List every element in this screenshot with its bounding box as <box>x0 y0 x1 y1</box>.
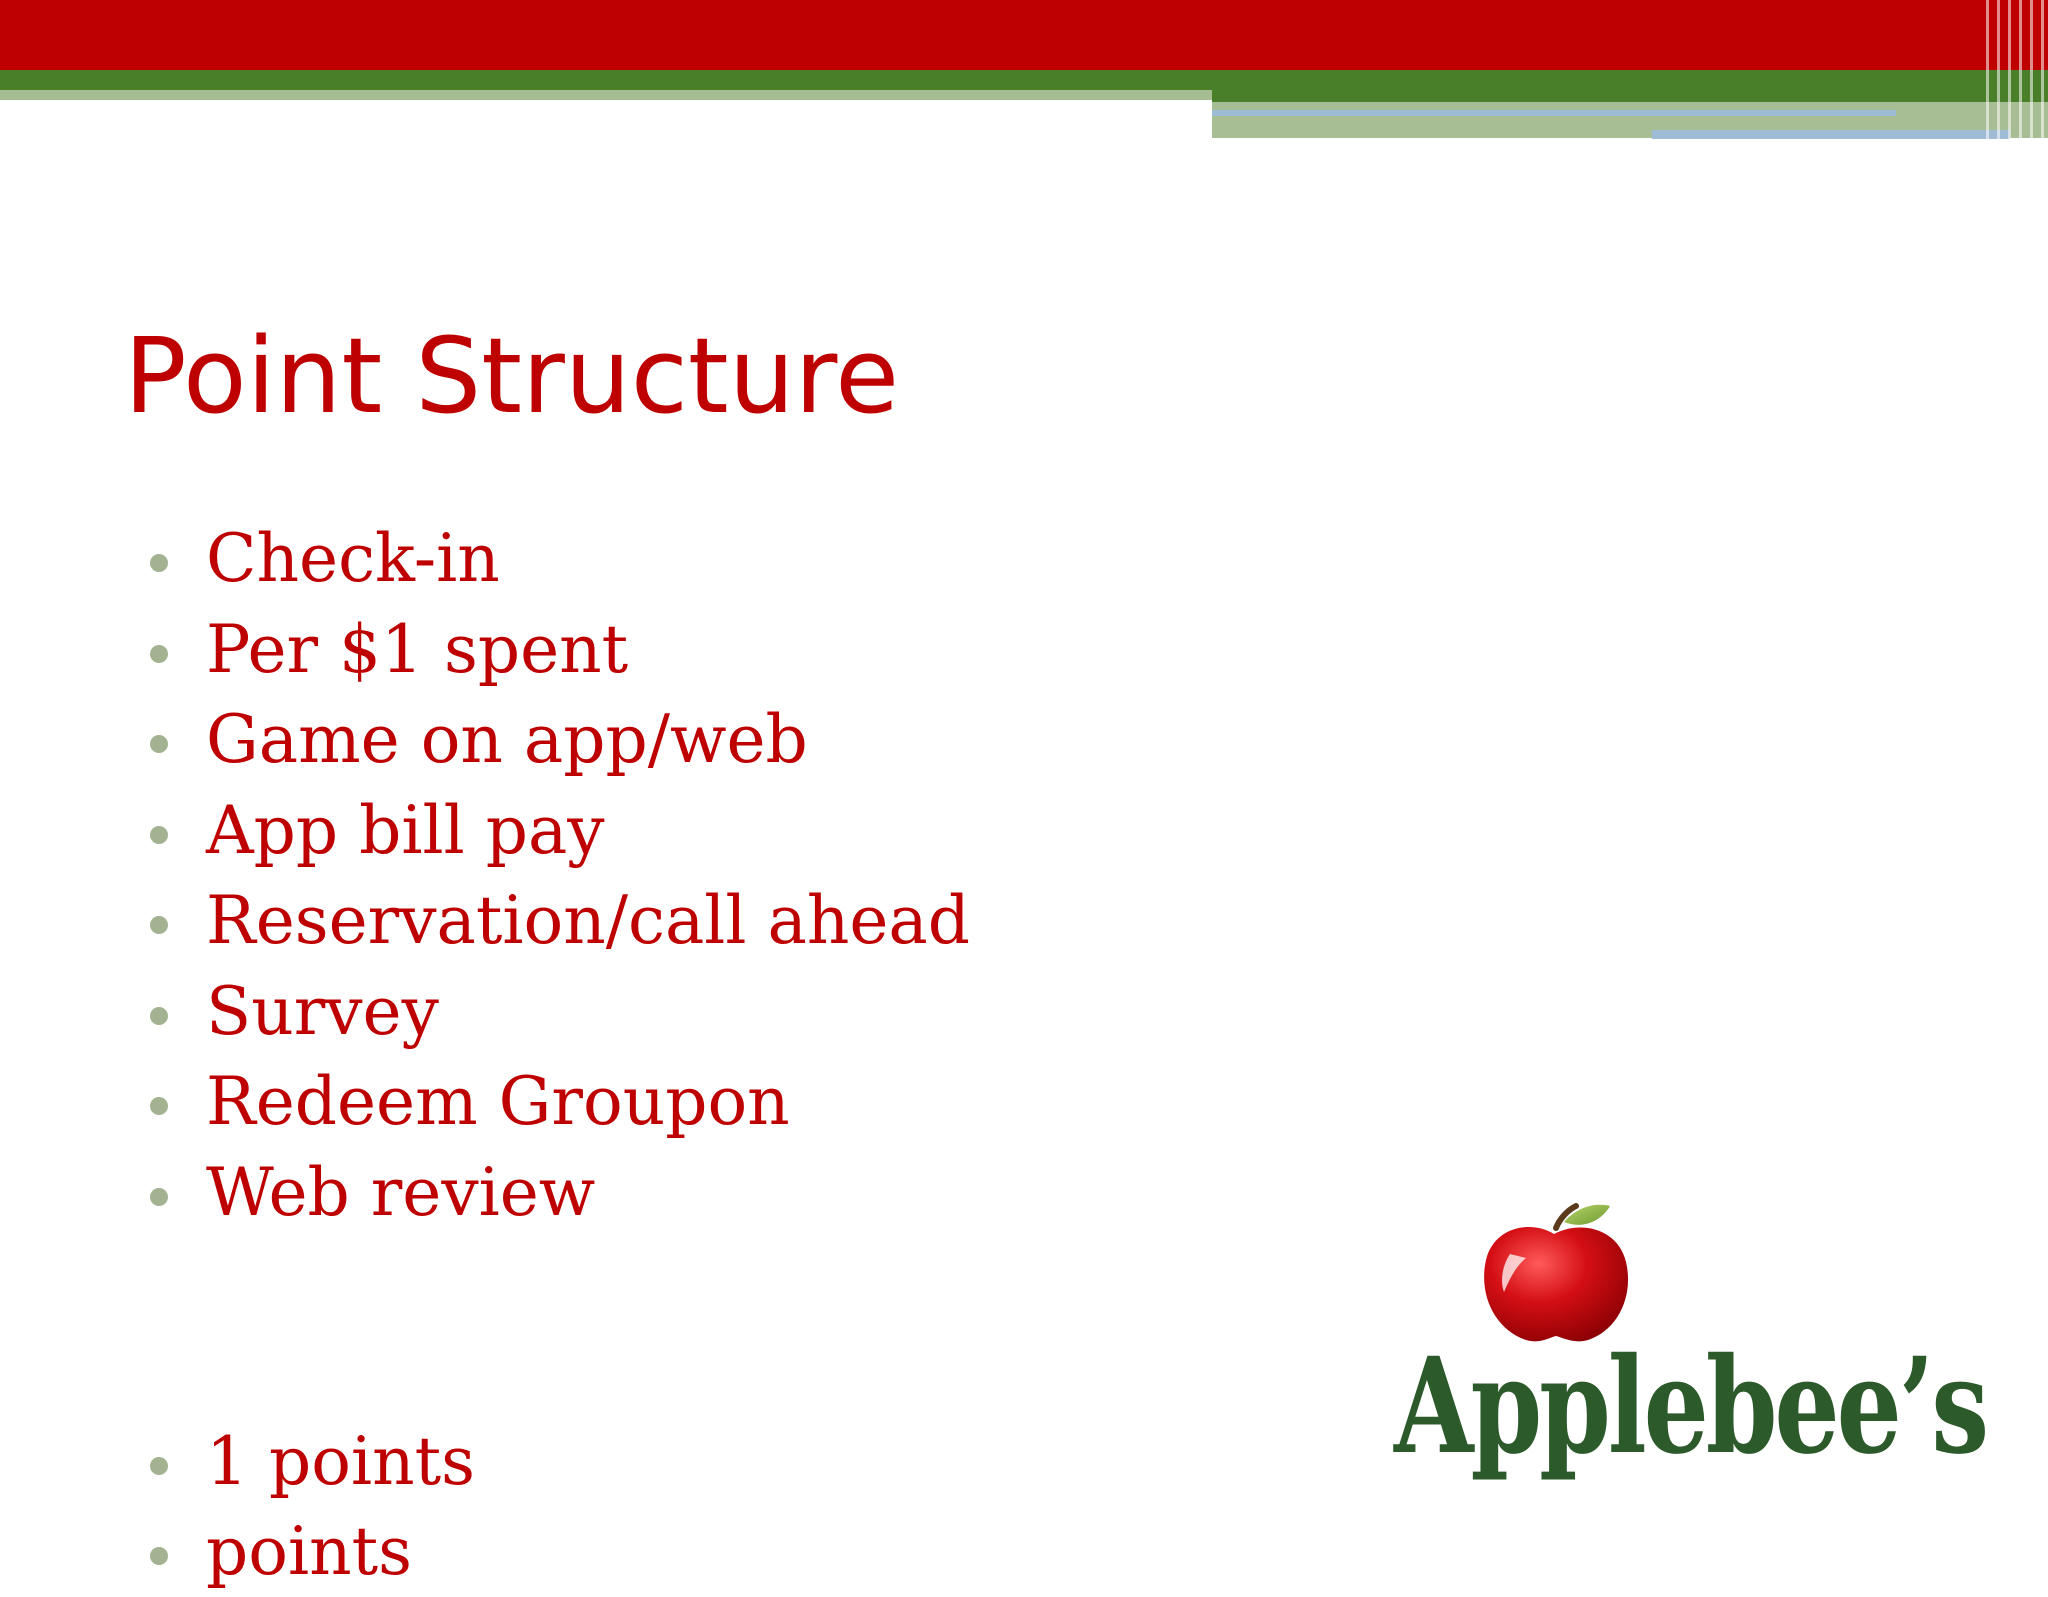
header-green-band <box>0 70 2048 90</box>
bullet-list-lower <box>148 1417 475 1597</box>
list-item <box>148 786 970 877</box>
list-item <box>148 1057 970 1148</box>
bullet-dot-icon <box>150 1007 168 1025</box>
header-green-band-right <box>1212 90 2048 102</box>
slide-title: Point Structure <box>124 315 900 437</box>
header-blue-line <box>1212 110 1896 116</box>
bullet-list <box>148 514 970 1238</box>
list-item-text: Redeem Groupon <box>206 1063 790 1140</box>
bullet-dot-icon <box>150 826 168 844</box>
list-item-text: Web review <box>206 1153 596 1231</box>
bullet-dot-icon <box>150 1188 168 1206</box>
bullet-dot-icon <box>150 1457 168 1475</box>
bullet-dot-icon <box>150 645 168 663</box>
list-item-text: App bill pay <box>206 791 605 869</box>
list-item-text: Survey <box>206 972 439 1050</box>
list-item-text: Per $1 spent <box>206 610 629 688</box>
list-item <box>148 695 970 786</box>
logo-wordmark: Applebee’s <box>1392 1329 1986 1484</box>
list-item <box>148 605 970 696</box>
list-item <box>148 876 970 967</box>
header-red-band <box>0 0 2048 70</box>
bullet-dot-icon <box>150 735 168 753</box>
bullet-dot-icon <box>150 1097 168 1115</box>
header-blue-line-short <box>1652 130 2010 139</box>
list-item <box>148 1507 475 1597</box>
list-item-text: Reservation/call ahead <box>206 882 970 959</box>
bullet-dot-icon <box>150 1547 168 1565</box>
list-item-text: points <box>206 1513 412 1590</box>
list-item-text: 1 points <box>206 1423 475 1500</box>
header-sage-band-left <box>0 90 1212 100</box>
apple-logo-icon <box>1484 1205 1628 1342</box>
header-edge-stripes <box>1978 0 2048 140</box>
list-item <box>148 1148 970 1239</box>
list-item-text: Game on app/web <box>206 701 808 778</box>
list-item <box>148 514 970 605</box>
bullet-dot-icon <box>150 916 168 934</box>
bullet-dot-icon <box>150 554 168 572</box>
list-item-text: Check-in <box>206 520 500 597</box>
applebees-logo <box>1388 1200 2008 1520</box>
list-item <box>148 967 970 1058</box>
list-item <box>148 1417 475 1507</box>
